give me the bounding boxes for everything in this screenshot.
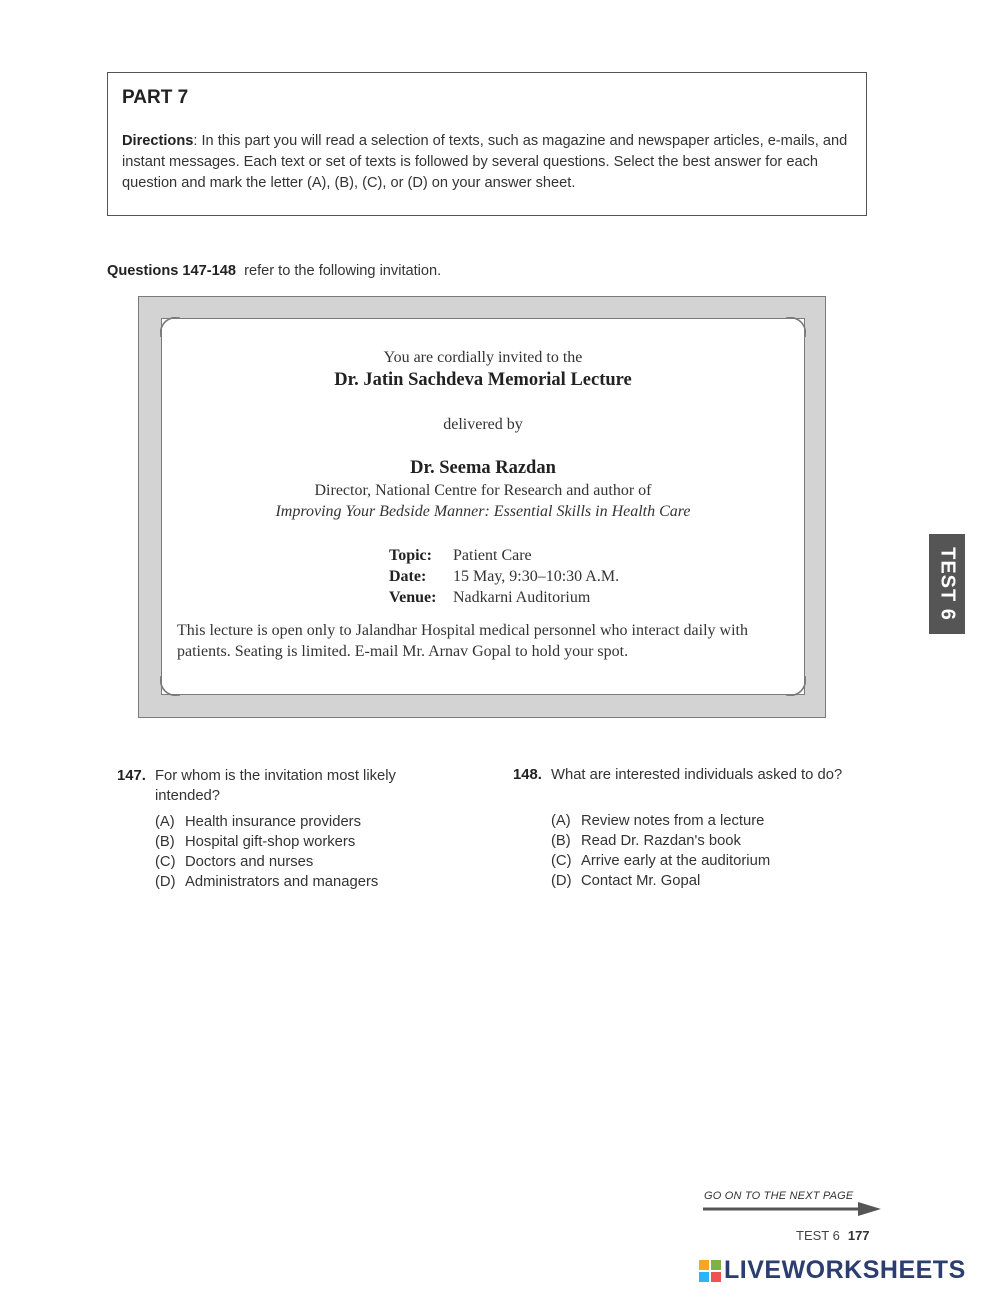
page-number: 177 [847,1228,870,1243]
questions-range: Questions 147-148 [107,263,236,279]
option-text: Contact Mr. Gopal [581,873,701,889]
questions-intro [107,263,441,279]
logo-squares-icon [699,1260,721,1282]
answer-option[interactable] [551,811,770,831]
frame-corner-icon [160,676,180,696]
option-text: Read Dr. Razdan's book [581,833,741,849]
answer-option[interactable] [551,871,770,891]
option-letter: (D) [155,874,176,890]
option-letter: (C) [551,853,572,869]
detail-date [389,566,619,587]
detail-value: Patient Care [453,547,532,564]
option-letter: (B) [155,834,175,850]
side-tab-label: TEST 6 [936,547,959,621]
answer-option[interactable] [155,852,378,872]
question-147 [117,766,477,906]
lecture-title: Dr. Jatin Sachdeva Memorial Lecture [334,370,632,390]
speaker-role: Director, National Centre for Research and author of [314,482,652,499]
invitation-card [161,318,805,695]
detail-topic [389,545,619,566]
page-footer [796,1228,870,1243]
answer-option[interactable] [155,832,378,852]
book-title: Improving Your Bedside Manner: Essential Skills in Health Care [275,503,691,520]
frame-corner-icon [786,676,806,696]
detail-label: Date: [389,568,427,585]
option-text: Review notes from a lecture [581,813,765,829]
option-text: Administrators and managers [185,874,379,890]
option-letter: (C) [155,854,176,870]
answer-option[interactable] [551,831,770,851]
frame-corner-icon [786,317,806,337]
option-text: Doctors and nurses [185,854,314,870]
question-148 [513,765,893,905]
detail-value: Nadkarni Auditorium [453,589,591,606]
detail-label: Venue: [389,589,437,606]
invitation-opening: You are cordially invited to the [383,349,583,366]
detail-value: 15 May, 9:30–10:30 A.M. [453,568,620,585]
arrow-right-icon [703,1200,883,1218]
answer-option[interactable] [155,812,378,832]
answer-options [155,812,378,892]
answer-options [551,811,770,891]
frame-corner-icon [160,317,180,337]
invitation-note: This lecture is open only to Jalandhar Hospital medical personnel who interact daily with patients. Seating is limited. E-mail Mr. Arnav Gopal to hold your spot. [177,622,748,660]
detail-venue [389,587,619,608]
lecture-details [389,545,619,608]
option-text: Hospital gift-shop workers [185,834,356,850]
directions-label: Directions [122,133,194,149]
option-letter: (D) [551,873,572,889]
option-letter: (A) [551,813,571,829]
speaker-name: Dr. Seema Razdan [410,458,556,478]
questions-intro-text: refer to the following invitation. [244,263,442,279]
question-stem: What are interested individuals asked to do? [551,767,843,783]
directions-body: : In this part you will read a selection of texts, such as magazine and newspaper articles, e-mails, and instant messages. Each text or set of texts is followed by several questions. Select the best answer for each question and mark the letter (A), (B), (C), or (D) on your answer sheet. [122,133,848,191]
option-letter: (B) [551,833,571,849]
detail-label: Topic: [389,547,432,564]
directions-box [107,72,867,216]
answer-option[interactable] [155,872,378,892]
footer-test-label: TEST 6 [796,1228,840,1243]
logo-text: LIVEWORKSHEETS [724,1256,966,1284]
delivered-by: delivered by [443,416,523,433]
option-letter: (A) [155,814,175,830]
question-stem: For whom is the invitation most likely intended? [155,768,396,804]
question-number: 147. [117,768,146,784]
option-text: Health insurance providers [185,814,362,830]
directions-text [122,131,852,194]
part-title: PART 7 [122,87,189,108]
question-number: 148. [513,767,542,783]
next-page-label: GO ON TO THE NEXT PAGE [704,1190,854,1202]
test-side-tab [929,534,965,634]
option-text: Arrive early at the auditorium [581,853,771,869]
answer-option[interactable] [551,851,770,871]
